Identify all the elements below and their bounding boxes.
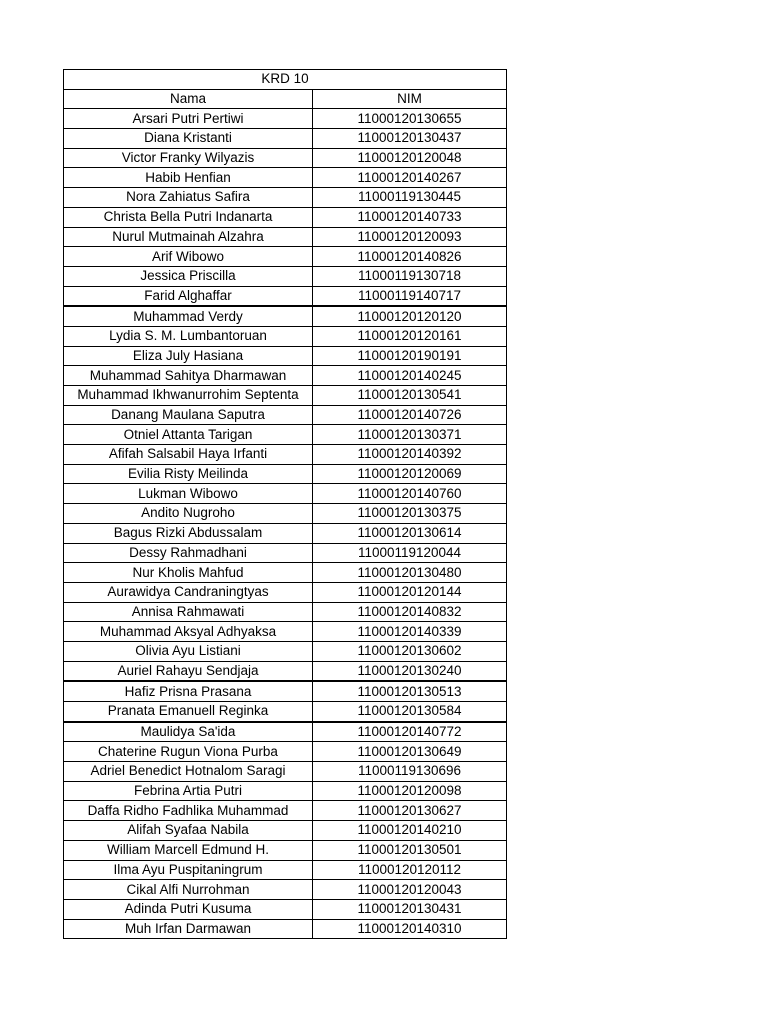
table-row (64, 840, 507, 860)
table-row (64, 109, 507, 129)
cell-name: Diana Kristanti (64, 129, 313, 149)
table-row (64, 880, 507, 900)
table-row (64, 346, 507, 366)
table-row (64, 781, 507, 801)
cell-nim: 11000119120044 (313, 543, 507, 563)
cell-nim: 11000120130371 (313, 425, 507, 445)
cell-name: Daffa Ridho Fadhlika Muhammad (64, 801, 313, 821)
cell-name: Nur Kholis Mahfud (64, 563, 313, 583)
table-row (64, 681, 507, 701)
cell-name: Ilma Ayu Puspitaningrum (64, 860, 313, 880)
cell-nim: 11000120120048 (313, 148, 507, 168)
table-row (64, 148, 507, 168)
table-row (64, 860, 507, 880)
cell-name: Eliza July Hasiana (64, 346, 313, 366)
cell-name: Habib Henfian (64, 168, 313, 188)
cell-name: Muhammad Aksyal Adhyaksa (64, 622, 313, 642)
cell-nim: 11000120140772 (313, 722, 507, 742)
cell-name: Pranata Emanuell Reginka (64, 702, 313, 722)
cell-nim: 11000120120120 (313, 306, 507, 326)
table-row (64, 702, 507, 722)
cell-name: Cikal Alfi Nurrohman (64, 880, 313, 900)
cell-nim: 11000120120093 (313, 227, 507, 247)
cell-name: Adriel Benedict Hotnalom Saragi (64, 762, 313, 782)
cell-name: Febrina Artia Putri (64, 781, 313, 801)
cell-name: Annisa Rahmawati (64, 602, 313, 622)
cell-name: Aurawidya Candraningtyas (64, 582, 313, 602)
table-row (64, 523, 507, 543)
table-row (64, 801, 507, 821)
cell-name: Arsari Putri Pertiwi (64, 109, 313, 129)
table-row (64, 821, 507, 841)
cell-nim: 11000120130437 (313, 129, 507, 149)
table-row (64, 207, 507, 227)
table-row (64, 386, 507, 406)
cell-nim: 11000120120098 (313, 781, 507, 801)
cell-nim: 11000120130513 (313, 681, 507, 701)
table-row (64, 405, 507, 425)
cell-nim: 11000120140267 (313, 168, 507, 188)
cell-name: Chaterine Rugun Viona Purba (64, 742, 313, 762)
cell-nim: 11000120130480 (313, 563, 507, 583)
table-row (64, 425, 507, 445)
cell-name: Muhammad Sahitya Dharmawan (64, 366, 313, 386)
cell-name: William Marcell Edmund H. (64, 840, 313, 860)
cell-nim: 11000120140826 (313, 247, 507, 267)
table-row (64, 286, 507, 306)
table-row (64, 484, 507, 504)
header-row (64, 89, 507, 109)
cell-nim: 11000120120069 (313, 464, 507, 484)
table-row (64, 742, 507, 762)
cell-nim: 11000120120144 (313, 582, 507, 602)
cell-name: Muhammad Ikhwanurrohim Septenta (64, 386, 313, 406)
cell-name: Andito Nugroho (64, 504, 313, 524)
cell-nim: 11000120140832 (313, 602, 507, 622)
table-row (64, 622, 507, 642)
cell-nim: 11000120130541 (313, 386, 507, 406)
cell-name: Auriel Rahayu Sendjaja (64, 661, 313, 681)
table-row (64, 188, 507, 208)
table-row (64, 582, 507, 602)
cell-name: Lukman Wibowo (64, 484, 313, 504)
cell-nim: 11000120120043 (313, 880, 507, 900)
cell-name: Adinda Putri Kusuma (64, 899, 313, 919)
cell-nim: 11000120140339 (313, 622, 507, 642)
cell-nim: 11000120190191 (313, 346, 507, 366)
table-row (64, 168, 507, 188)
cell-nim: 11000120140726 (313, 405, 507, 425)
table-row (64, 919, 507, 939)
cell-name: Dessy Rahmadhani (64, 543, 313, 563)
cell-name: Danang Maulana Saputra (64, 405, 313, 425)
cell-name: Farid Alghaffar (64, 286, 313, 306)
cell-nim: 11000120130655 (313, 109, 507, 129)
student-table (63, 69, 507, 939)
cell-nim: 11000120130375 (313, 504, 507, 524)
table-row (64, 306, 507, 326)
cell-name: Christa Bella Putri Indanarta (64, 207, 313, 227)
cell-nim: 11000120130649 (313, 742, 507, 762)
cell-nim: 11000120130240 (313, 661, 507, 681)
cell-nim: 11000120120112 (313, 860, 507, 880)
cell-nim: 11000120140245 (313, 366, 507, 386)
table-row (64, 661, 507, 681)
cell-name: Nurul Mutmainah Alzahra (64, 227, 313, 247)
cell-nim: 11000120130584 (313, 702, 507, 722)
table-row (64, 445, 507, 465)
cell-name: Jessica Priscilla (64, 266, 313, 286)
cell-nim: 11000120130431 (313, 899, 507, 919)
table-row (64, 563, 507, 583)
table-row (64, 326, 507, 346)
cell-nim: 11000120140210 (313, 821, 507, 841)
table-row (64, 762, 507, 782)
cell-name: Muh Irfan Darmawan (64, 919, 313, 939)
table-row (64, 899, 507, 919)
title-row (64, 70, 507, 90)
table-row (64, 464, 507, 484)
table-row (64, 266, 507, 286)
cell-name: Olivia Ayu Listiani (64, 641, 313, 661)
cell-nim: 11000120130501 (313, 840, 507, 860)
table-row (64, 129, 507, 149)
cell-name: Maulidya Sa'ida (64, 722, 313, 742)
cell-name: Hafiz Prisna Prasana (64, 681, 313, 701)
table-row (64, 366, 507, 386)
cell-nim: 11000119130696 (313, 762, 507, 782)
cell-nim: 11000120120161 (313, 326, 507, 346)
cell-nim: 11000120140392 (313, 445, 507, 465)
cell-nim: 11000120130614 (313, 523, 507, 543)
cell-name: Lydia S. M. Lumbantoruan (64, 326, 313, 346)
cell-name: Nora Zahiatus Safira (64, 188, 313, 208)
cell-name: Evilia Risty Meilinda (64, 464, 313, 484)
table-row (64, 722, 507, 742)
table-row (64, 247, 507, 267)
table-row (64, 641, 507, 661)
cell-nim: 11000120140310 (313, 919, 507, 939)
table-row (64, 543, 507, 563)
cell-nim: 11000120140733 (313, 207, 507, 227)
cell-nim: 11000119130445 (313, 188, 507, 208)
table-title: KRD 10 (64, 70, 507, 90)
cell-nim: 11000120140760 (313, 484, 507, 504)
cell-name: Alifah Syafaa Nabila (64, 821, 313, 841)
spreadsheet-page (63, 69, 507, 939)
header-name: Nama (64, 89, 313, 109)
header-nim: NIM (313, 89, 507, 109)
cell-nim: 11000119130718 (313, 266, 507, 286)
cell-name: Otniel Attanta Tarigan (64, 425, 313, 445)
cell-nim: 11000119140717 (313, 286, 507, 306)
cell-name: Bagus Rizki Abdussalam (64, 523, 313, 543)
cell-name: Victor Franky Wilyazis (64, 148, 313, 168)
table-row (64, 227, 507, 247)
cell-nim: 11000120130602 (313, 641, 507, 661)
cell-name: Afifah Salsabil Haya Irfanti (64, 445, 313, 465)
table-row (64, 602, 507, 622)
cell-name: Arif Wibowo (64, 247, 313, 267)
cell-name: Muhammad Verdy (64, 306, 313, 326)
cell-nim: 11000120130627 (313, 801, 507, 821)
table-row (64, 504, 507, 524)
